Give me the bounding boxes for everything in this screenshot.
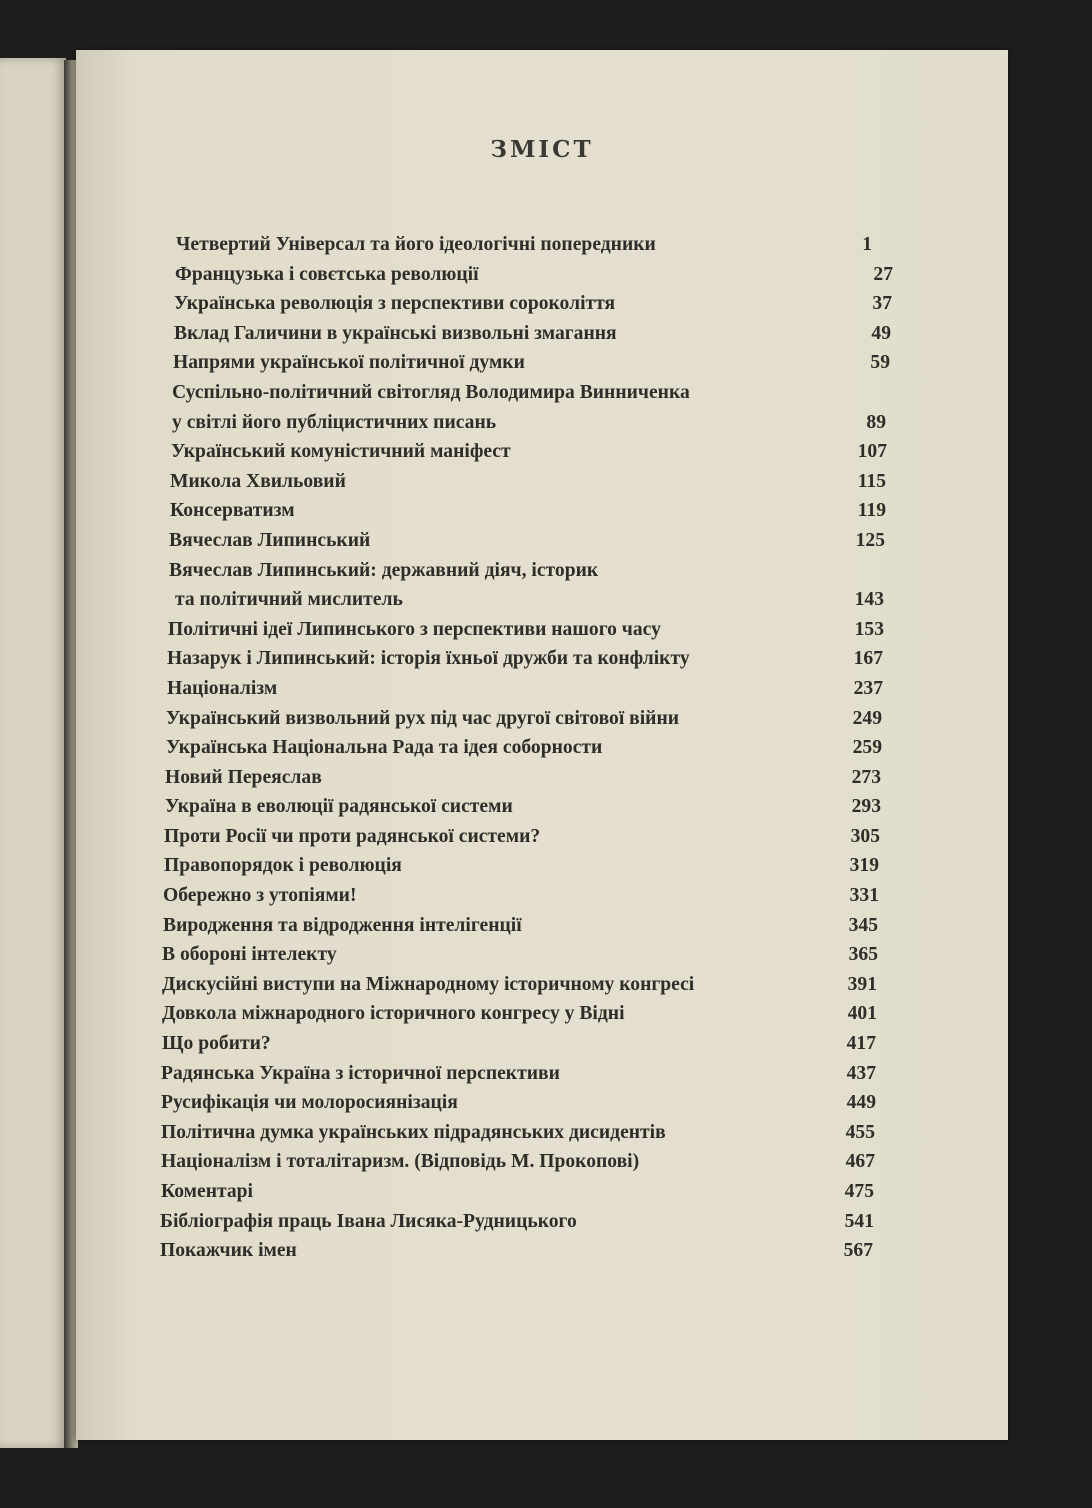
toc-entry-title: Виродження та відродження інтелігенції: [163, 914, 522, 936]
toc-entry: [165, 792, 894, 822]
toc-entry: [170, 467, 894, 497]
toc-entry-title: Напрями української політичної думки: [173, 352, 525, 374]
toc-entry-page: 467: [845, 1151, 875, 1173]
toc-entry-title: Дискусійні виступи на Міжнародному історичному конгресі: [162, 973, 695, 995]
toc-entry-page: 417: [846, 1033, 876, 1055]
toc-entry-title: Вячеслав Липинський: [169, 529, 371, 551]
toc-entry-title: Націоналізм і тоталітаризм. (Відповідь М. Прокопові): [161, 1151, 640, 1173]
toc-entry-page: 125: [855, 529, 885, 551]
toc-entry-page: 567: [843, 1240, 873, 1262]
toc-entry-page: 107: [857, 441, 887, 463]
toc-entry-title: Що робити?: [162, 1033, 271, 1055]
toc-entry-page: 305: [850, 825, 880, 847]
toc-entry-page: 449: [846, 1092, 876, 1114]
toc-entry-title: Коментарі: [161, 1181, 253, 1202]
toc-entry: [161, 1147, 894, 1177]
toc-entry-page: 455: [845, 1121, 875, 1143]
toc-entry-title: Консерватизм: [170, 500, 295, 522]
toc-entry-page: 143: [854, 589, 884, 611]
toc-list: [162, 230, 894, 1266]
toc-entry: [166, 733, 894, 763]
toc-entry-page: 115: [857, 470, 886, 492]
toc-entry: [176, 230, 894, 260]
toc-entry: [161, 1177, 894, 1207]
toc-entry-title-continued: та політичний мислитель: [175, 589, 403, 611]
toc-entry-page: 27: [873, 263, 893, 285]
toc-entry: [162, 940, 894, 970]
toc-entry: [169, 526, 894, 556]
toc-entry-page: 59: [870, 352, 890, 374]
toc-entry-page: 237: [853, 677, 883, 699]
toc-entry-page: 475: [844, 1181, 874, 1202]
toc-entry: [161, 1059, 894, 1089]
toc-entry: [162, 970, 894, 1000]
toc-entry-title: Українська революція з перспективи сороколіття: [174, 293, 616, 315]
toc-entry-title: Україна в еволюції радянської системи: [165, 796, 513, 818]
toc-entry: [163, 911, 894, 941]
toc-entry-page: 153: [854, 618, 884, 640]
toc-entry-title: Довкола міжнародного історичного конгресу у Відні: [162, 1003, 625, 1025]
toc-entry: [162, 999, 894, 1029]
toc-entry-title: Правопорядок і революція: [164, 855, 402, 877]
toc-entry-page: 391: [847, 973, 877, 995]
toc-entry: [166, 704, 894, 734]
toc-entry-page: 541: [844, 1210, 874, 1232]
toc-entry-title: Український визвольний рух під час другої світової війни: [166, 707, 680, 729]
left-page-edge: [0, 58, 66, 1448]
toc-entry-title-continued: у світлі його публіцистичних писань: [172, 411, 497, 433]
toc-entry: [174, 319, 894, 349]
toc-entry-title: Бібліографія праць Івана Лисяка-Рудницького: [160, 1210, 577, 1232]
toc-entry-title: Обережно з утопіями!: [163, 885, 357, 907]
toc-entry: [169, 556, 894, 615]
toc-entry-title: Проти Росії чи проти радянської системи?: [164, 825, 541, 847]
toc-entry-title: Український комуністичний маніфест: [171, 441, 511, 463]
toc-entry: [167, 674, 894, 704]
toc-entry-title: В обороні інтелекту: [162, 944, 337, 966]
toc-entry: [172, 378, 894, 437]
toc-entry-page: 319: [849, 855, 879, 877]
toc-entry: [168, 615, 894, 645]
toc-entry-title: Вячеслав Липинський: державний діяч, історик: [169, 559, 599, 581]
book-page: [76, 50, 1008, 1440]
toc-entry: [167, 644, 894, 674]
toc-entry-page: 37: [872, 293, 892, 315]
toc-entry: [170, 496, 894, 526]
toc-entry-page: 249: [852, 707, 882, 729]
toc-entry-page: 345: [848, 914, 878, 936]
toc-entry-title: Французька і совєтська революції: [175, 263, 479, 285]
toc-entry-title: Політична думка українських підрадянських дисидентів: [161, 1121, 666, 1143]
toc-entry: [175, 260, 894, 290]
toc-entry-title: Микола Хвильовий: [170, 470, 346, 492]
toc-entry-page: 259: [852, 737, 882, 759]
toc-entry: [173, 348, 894, 378]
toc-entry-page: 365: [848, 944, 878, 966]
toc-entry: [160, 1236, 894, 1266]
toc-entry-page: 401: [847, 1003, 877, 1025]
toc-entry: [162, 1029, 894, 1059]
toc-entry-page: 273: [851, 766, 881, 788]
toc-entry: [161, 1088, 894, 1118]
toc-entry-title: Покажчик імен: [160, 1240, 297, 1262]
toc-entry: [174, 289, 894, 319]
toc-entry-title: Четвертий Універсал та його ідеологічні попередники: [176, 234, 656, 255]
toc-entry-page: 167: [853, 648, 883, 670]
toc-entry: [171, 437, 894, 467]
toc-entry-title: Новий Переяслав: [165, 766, 322, 788]
toc-entry-page: 293: [851, 796, 881, 818]
toc-entry-page: 119: [857, 500, 886, 522]
toc-entry: [164, 822, 894, 852]
toc-entry-page: 331: [849, 885, 879, 907]
toc-entry: [163, 881, 894, 911]
toc-entry-title: Русифікація чи молоросиянізація: [161, 1092, 458, 1114]
toc-entry-page: 49: [871, 322, 891, 344]
toc-entry-title: Українська Національна Рада та ідея соборности: [166, 737, 603, 759]
toc-entry-title: Радянська Україна з історичної перспективи: [161, 1062, 560, 1084]
toc-entry-title: Вклад Галичини в українські визвольні змагання: [174, 322, 617, 344]
toc-entry-title: Суспільно-політичний світогляд Володимира Винниченка: [172, 381, 690, 403]
toc-entry-page: 1: [862, 234, 872, 255]
toc-entry-page: 437: [846, 1062, 876, 1084]
toc-entry: [160, 1207, 894, 1237]
toc-entry: [165, 763, 894, 793]
toc-entry-title: Назарук і Липинський: історія їхньої дружби та конфлікту: [167, 648, 690, 670]
toc-entry-title: Націоналізм: [167, 677, 278, 699]
toc-entry-title: Політичні ідеї Липинського з перспективи нашого часу: [168, 618, 661, 640]
toc-entry: [164, 851, 894, 881]
toc-entry: [161, 1118, 894, 1148]
page-title: ЗМІСТ: [490, 136, 594, 163]
toc-entry-page: 89: [866, 411, 886, 433]
